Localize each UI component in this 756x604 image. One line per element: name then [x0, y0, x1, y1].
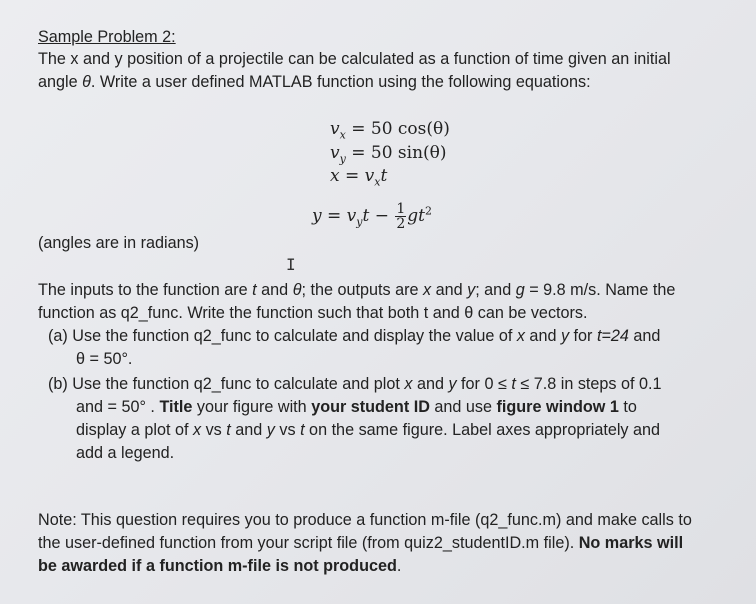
text-cursor-icon: I	[286, 255, 296, 274]
part-a-line-1: (a) Use the function q2_func to calculate and display the value of x and y for t=24 and	[48, 327, 661, 345]
fraction-one-half: $\frac{1}{2}$	[396, 201, 406, 232]
part-b-line-1: (b) Use the function q2_func to calculate and plot x and y for 0 ≤ t ≤ 7.8 in steps of 0.1	[48, 375, 662, 393]
equation-vy: $v_y = 50$ sin(θ)	[330, 143, 447, 166]
inputs-line-2: function as q2_func. Write the function such that both t and θ can be vectors.	[38, 304, 588, 322]
note-line-1: Note: This question requires you to produce a function m-file (q2_func.m) and make calls to	[38, 511, 692, 529]
intro-line-1: The x and y position of a projectile can be calculated as a function of time given an initial	[38, 50, 671, 68]
inputs-line-1: The inputs to the function are t and θ; the outputs are x and y; and g = 9.8 m/s. Name the	[38, 281, 676, 299]
part-a-line-2: θ = 50°.	[76, 350, 133, 368]
equation-x: $x = v_xt$	[330, 166, 388, 189]
part-b-line-2: and = 50° . Title your figure with your student ID and use figure window 1 to	[76, 398, 637, 416]
note-line-3: be awarded if a function m-file is not produced.	[38, 557, 402, 575]
equation-y: $y = v_yt$ − $\frac{1}{2}$ $gt^2$	[312, 201, 433, 232]
note-line-2: the user-defined function from your script file (from quiz2_studentID.m file). No marks will	[38, 534, 684, 552]
intro-line-2: angle θ. Write a user defined MATLAB function using the following equations:	[38, 73, 591, 91]
angles-note: (angles are in radians)	[38, 234, 200, 252]
part-b-line-3: display a plot of x vs t and y vs t on the same figure. Label axes appropriately and	[76, 421, 661, 439]
equation-vx: $v_x = 50$ cos(θ)	[330, 119, 450, 142]
problem-title: Sample Problem 2:	[38, 28, 176, 46]
part-b-line-4: add a legend.	[76, 444, 175, 462]
